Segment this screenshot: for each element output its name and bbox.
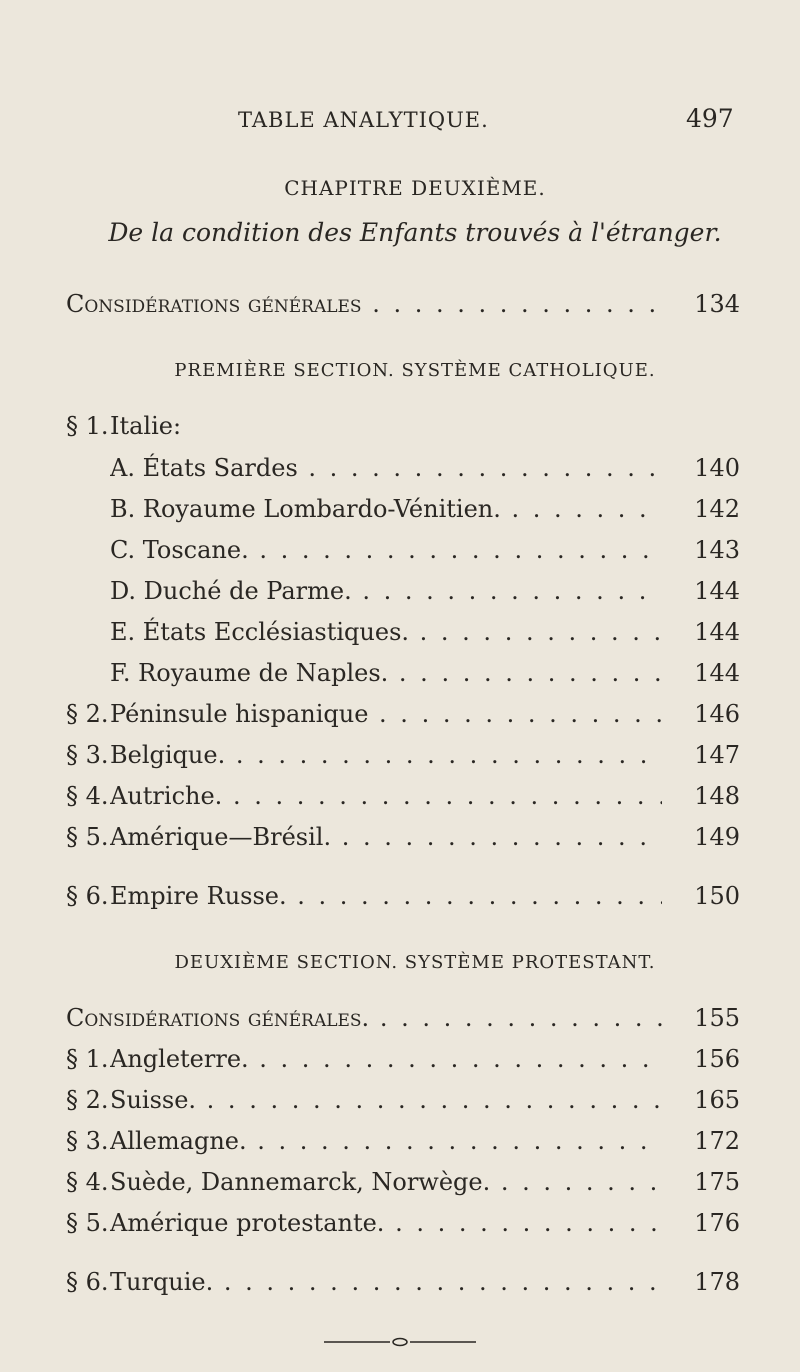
toc-entry-page: 147	[694, 741, 740, 769]
toc-entry-label: Belgique. . . .	[110, 737, 662, 773]
toc-entry-section-number: § 2.	[66, 700, 109, 728]
toc-entry-section-number: § 4.	[66, 782, 109, 810]
toc-entry	[0, 1123, 800, 1159]
toc-entry-label: Suisse. . . .	[110, 1082, 662, 1118]
toc-entry-label: E. États Ecclésiastiques. . . .	[110, 614, 662, 650]
running-header: TABLE ANALYTIQUE.	[238, 108, 489, 132]
toc-entry-page: 142	[694, 495, 740, 523]
toc-entry-page: 144	[694, 618, 740, 646]
toc-entry-page: 150	[694, 882, 740, 910]
toc-entry	[0, 1041, 800, 1077]
toc-entry-section-number: § 1.	[66, 1045, 109, 1073]
toc-entry	[0, 655, 800, 691]
toc-entry	[0, 778, 800, 814]
toc-entry-page: 165	[694, 1086, 740, 1114]
toc-entry-section-number: § 2.	[66, 1086, 109, 1114]
toc-entry-label: Suède, Dannemarck, Norwège. . . .	[110, 1164, 662, 1200]
toc-entry-page: 176	[694, 1209, 740, 1237]
toc-entry	[0, 737, 800, 773]
toc-entry	[0, 491, 800, 527]
toc-entry-page: 175	[694, 1168, 740, 1196]
toc-entry-label: Considérations générales. . . .	[66, 1000, 662, 1036]
toc-entry-label: Autriche. . . .	[110, 778, 662, 814]
toc-entry-page: 178	[694, 1268, 740, 1296]
toc-entry-page: 156	[694, 1045, 740, 1073]
toc-entry-label: Amérique—Brésil. . . .	[110, 819, 662, 855]
toc-entry	[0, 819, 800, 855]
ornament-rule	[320, 1336, 480, 1348]
toc-entry-page: 148	[694, 782, 740, 810]
toc-entry	[0, 450, 800, 486]
toc-entry-label: Empire Russe. . . .	[110, 878, 662, 914]
toc-entry-section-number: § 6.	[66, 882, 109, 910]
toc-entry	[0, 408, 800, 444]
toc-entry	[0, 1164, 800, 1200]
toc-entry-section-number: § 1.	[66, 412, 109, 440]
toc-entry-section-number: § 5.	[66, 1209, 109, 1237]
toc-entry	[0, 878, 800, 914]
toc-entry-page: 149	[694, 823, 740, 851]
toc-entry	[0, 614, 800, 650]
toc-entry-label: D. Duché de Parme. . . .	[110, 573, 662, 609]
toc-entry	[0, 696, 800, 732]
toc-entry-page: 134	[694, 290, 740, 318]
toc-entry-section-number: § 3.	[66, 1127, 109, 1155]
toc-entry-section-number: § 5.	[66, 823, 109, 851]
chapter-subtitle: De la condition des Enfants trouvés à l'étranger.	[108, 218, 722, 247]
toc-entry-label: Allemagne. . . .	[110, 1123, 662, 1159]
toc-entry-page: 144	[694, 659, 740, 687]
toc-entry	[0, 573, 800, 609]
toc-entry-label: Amérique protestante. . . .	[110, 1205, 662, 1241]
toc-entry-label: Angleterre. . . .	[110, 1041, 662, 1077]
toc-entry-page: 146	[694, 700, 740, 728]
toc-entry-page: 144	[694, 577, 740, 605]
section-heading-2: DEUXIÈME SECTION. SYSTÈME PROTESTANT.	[174, 952, 656, 973]
toc-entry-label: C. Toscane. . . .	[110, 532, 662, 568]
toc-entry-page: 172	[694, 1127, 740, 1155]
toc-entry-section-number: § 6.	[66, 1268, 109, 1296]
toc-entry	[0, 1264, 800, 1300]
toc-entry-label: Turquie. . . .	[110, 1264, 662, 1300]
toc-entry-label: A. États Sardes . . .	[110, 450, 662, 486]
toc-entry-section-number: § 3.	[66, 741, 109, 769]
toc-entry	[0, 532, 800, 568]
toc-entry-label: Péninsule hispanique . . .	[110, 696, 662, 732]
toc-entry-intro	[0, 286, 800, 322]
toc-entry-label: Italie:	[110, 412, 182, 440]
toc-entry-page: 140	[694, 454, 740, 482]
toc-entry-label: B. Royaume Lombardo-Vénitien. . . .	[110, 491, 662, 527]
toc-entry-page: 155	[694, 1004, 740, 1032]
toc-entry-intro	[0, 1000, 800, 1036]
toc-entry-page: 143	[694, 536, 740, 564]
toc-entry	[0, 1205, 800, 1241]
toc-entry	[0, 1082, 800, 1118]
page-number: 497	[686, 104, 734, 133]
toc-entry-section-number: § 4.	[66, 1168, 109, 1196]
chapter-title: CHAPITRE DEUXIÈME.	[284, 176, 546, 200]
toc-entry-label: Considérations générales . . .	[66, 286, 662, 322]
section-heading-1: PREMIÈRE SECTION. SYSTÈME CATHOLIQUE.	[174, 360, 656, 381]
toc-entry-label: F. Royaume de Naples. . . .	[110, 655, 662, 691]
